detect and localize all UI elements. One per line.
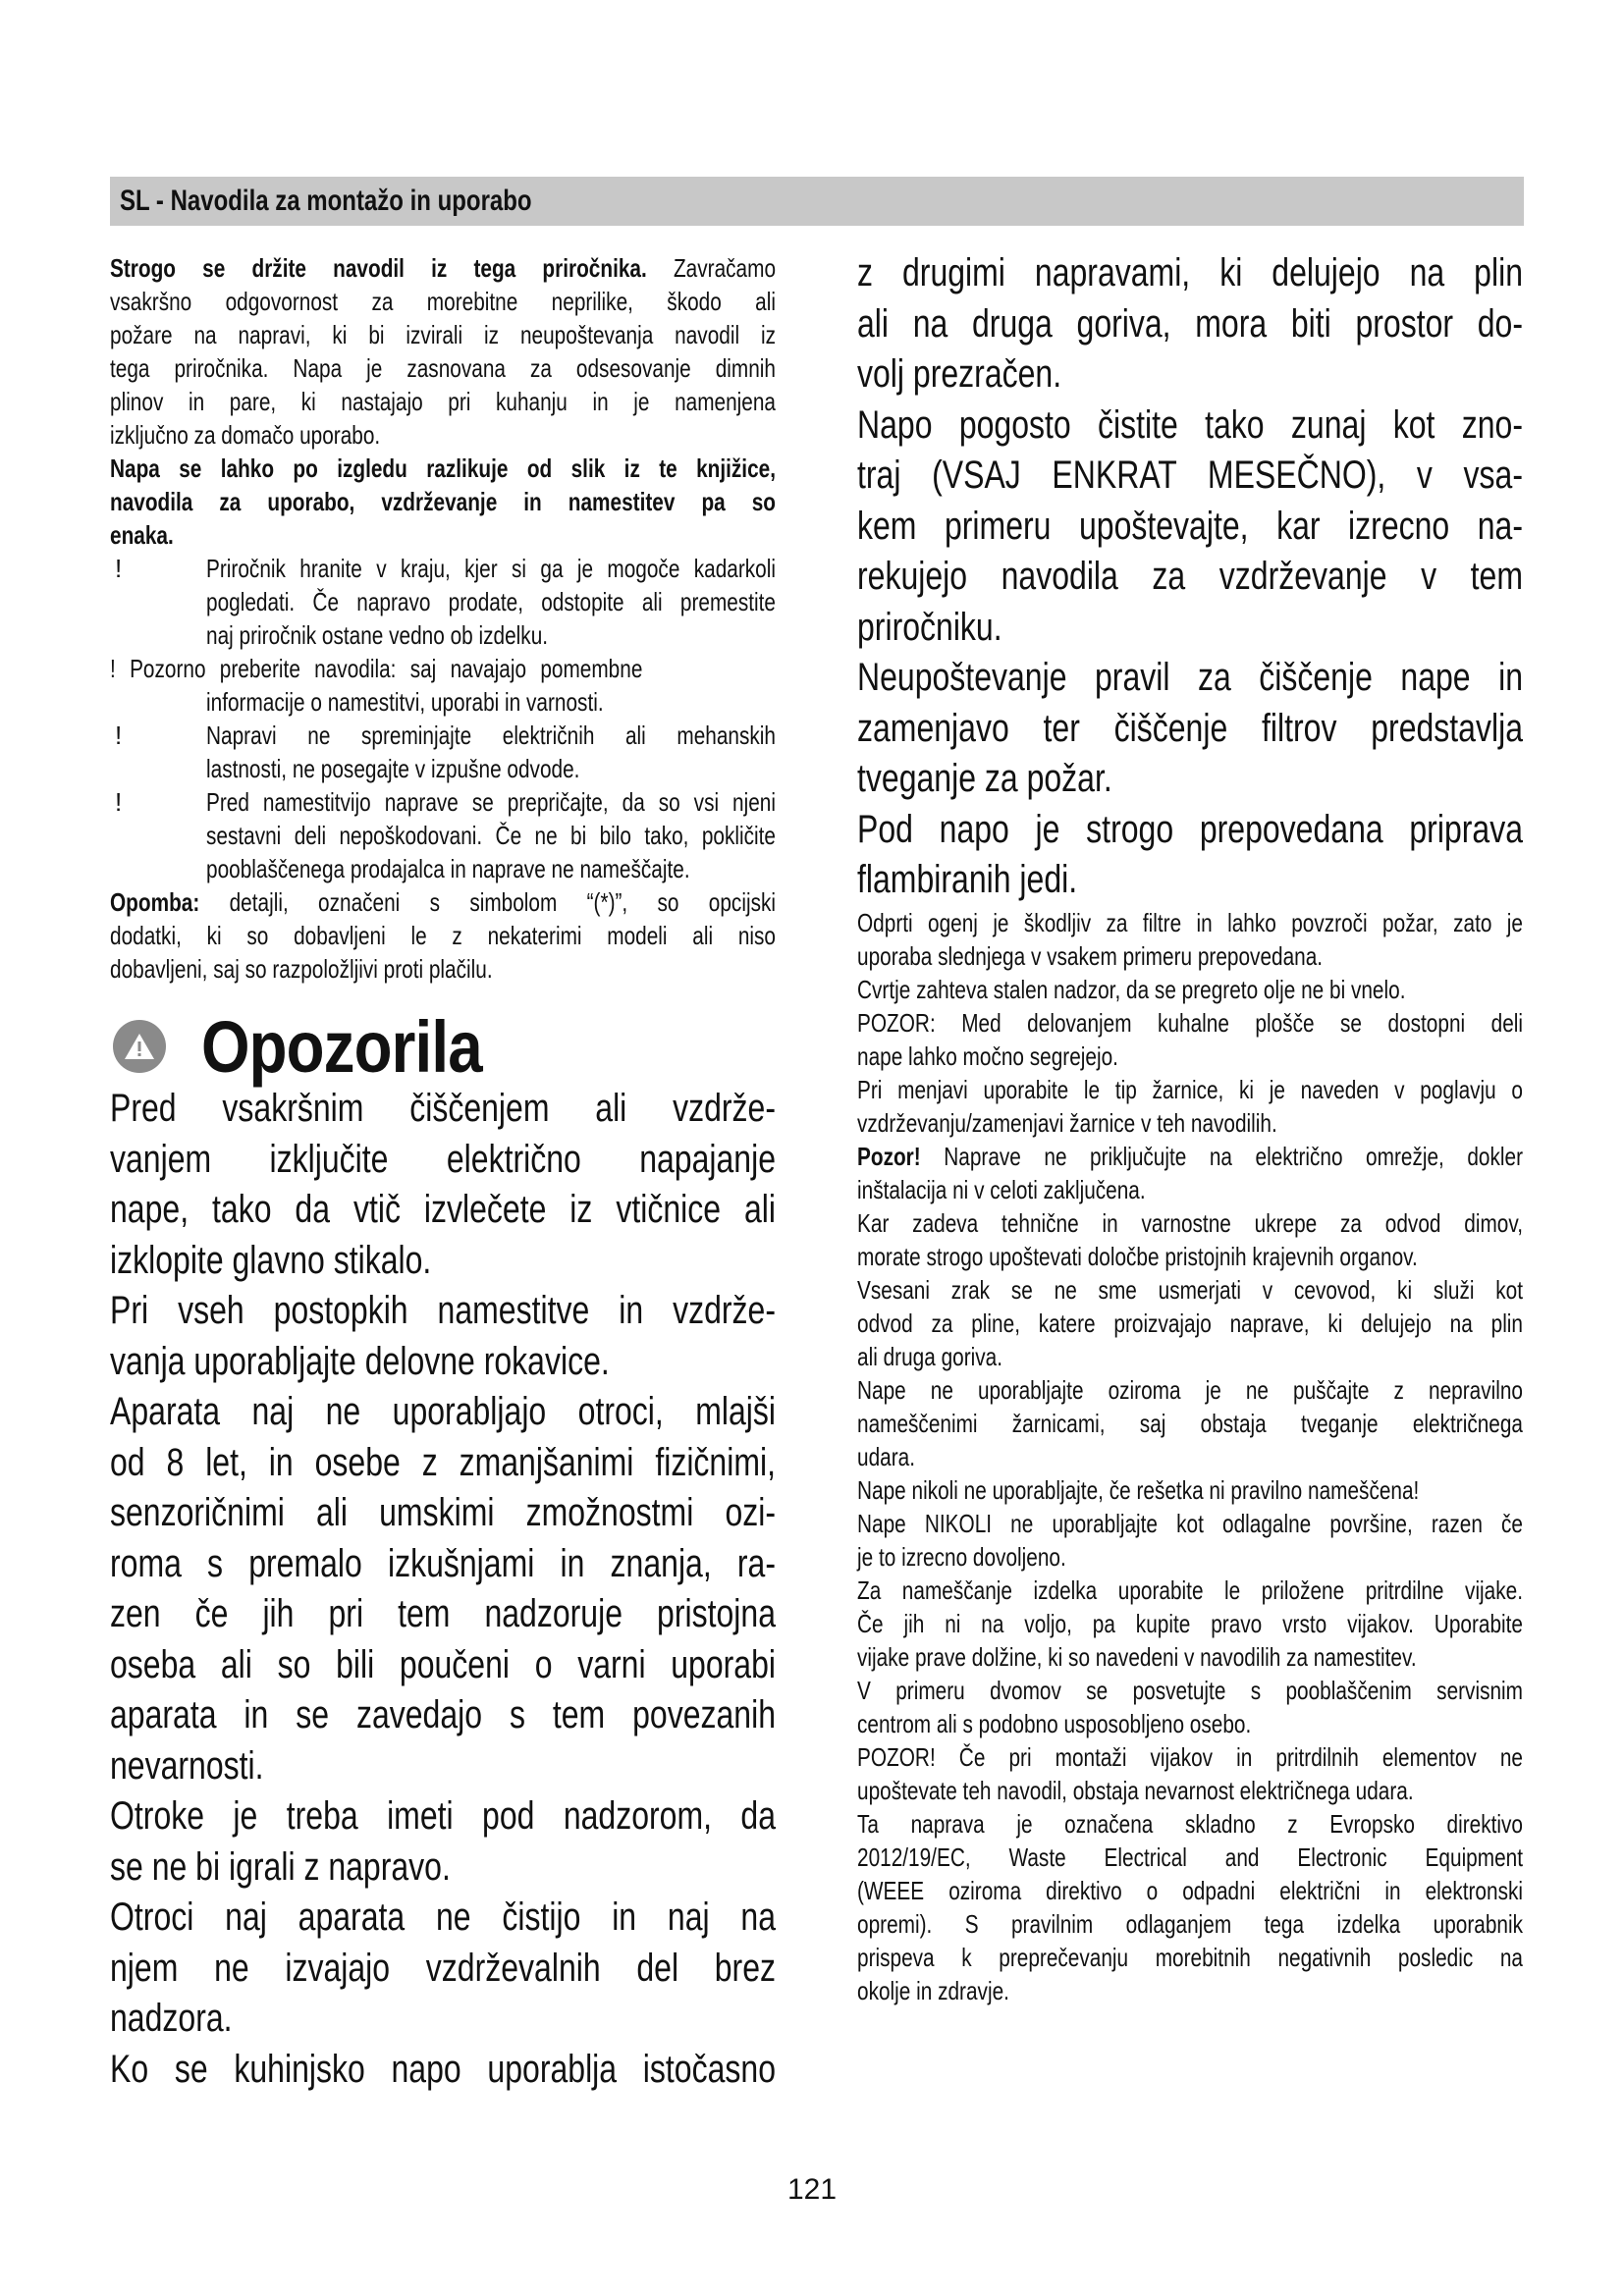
bullet-item xyxy=(110,785,776,885)
text-line xyxy=(110,1842,776,1894)
line-text: oseba ali so bili poučeni o varni uporabi xyxy=(110,1642,776,1686)
left-intro-text xyxy=(110,251,776,986)
line-text: pogledati. Če napravo prodate, odstopite ali premestite xyxy=(206,587,776,616)
bullet-item xyxy=(110,719,776,785)
section-header-bar xyxy=(110,177,1524,226)
paragraph xyxy=(110,1286,776,1387)
line-text: požare na napravi, ki bi izvirali iz neupoštevanja navodil iz xyxy=(110,320,776,349)
text-line xyxy=(857,502,1523,553)
line-text: Aparata naj ne uporabljajo otroci, mlajši xyxy=(110,1390,776,1433)
text-line xyxy=(857,754,1523,805)
text-line xyxy=(110,885,776,919)
line-text: zamenjavo ter čiščenje filtrov predstavlja xyxy=(857,706,1523,750)
text-line xyxy=(857,1173,1523,1206)
line-text: Priročnik hranite v kraju, kjer si ga je mogoče kadarkoli xyxy=(206,554,776,583)
line-text: udara. xyxy=(857,1442,915,1471)
line-text: traj (VSAJ ENKRAT MESEČNO), v vsa- xyxy=(857,454,1523,497)
line-text: vanjem izključite električno napajanje xyxy=(110,1137,776,1181)
paragraph xyxy=(857,1273,1523,1373)
text-line xyxy=(110,485,776,518)
line-text: nameščenimi žarnicami, saj obstaja tveganje električnega xyxy=(857,1409,1523,1438)
text-line xyxy=(110,1640,776,1691)
bullet-marker: ! xyxy=(110,654,116,683)
text-line xyxy=(206,685,872,719)
text-line xyxy=(110,2045,776,2096)
line-text: vijake prave dolžine, ki so navedeni v navodilih za namestitev. xyxy=(857,1642,1417,1672)
bold-lead: Strogo se držite navodil iz tega priročnika. xyxy=(110,253,647,283)
text-line xyxy=(110,1994,776,2045)
paragraph xyxy=(857,973,1523,1006)
paragraph xyxy=(110,1893,776,2045)
line-text: detajli, označeni s simbolom “(*)”, so opcijski xyxy=(229,887,777,917)
text-line xyxy=(110,318,776,351)
paragraph xyxy=(857,1807,1523,2007)
text-line xyxy=(857,451,1523,502)
line-text: enaka. xyxy=(110,520,174,550)
text-line xyxy=(857,1273,1523,1307)
text-line xyxy=(857,248,1523,299)
line-text: tega priročnika. Napa je zasnovana za odsesovanje dimnih xyxy=(110,353,776,383)
paragraph xyxy=(857,1740,1523,1807)
text-line xyxy=(857,299,1523,350)
line-text: Pred vsakršnim čiščenjem ali vzdrže- xyxy=(110,1087,776,1130)
text-line xyxy=(110,1539,776,1590)
text-line xyxy=(857,400,1523,452)
text-line xyxy=(857,704,1523,755)
paragraph xyxy=(857,1574,1523,1674)
line-text: Odprti ogenj je škodljiv za filtre in lahko povzroči požar, zato je xyxy=(857,908,1523,937)
paragraph xyxy=(110,2045,776,2096)
paragraph xyxy=(110,1387,776,1791)
line-text: Neupoštevanje pravil za čiščenje nape in xyxy=(857,656,1523,699)
bullet-marker: ! xyxy=(115,721,123,750)
line-text: upoštevate teh navodil, obstaja nevarnost električnega udara. xyxy=(857,1776,1414,1805)
text-line xyxy=(110,1690,776,1741)
text-line xyxy=(857,1240,1523,1273)
line-text: kem primeru upoštevajte, kar izrecno na- xyxy=(857,504,1523,548)
line-text: (WEEE oziroma direktivo o odpadni električni in elektronski xyxy=(857,1876,1523,1905)
line-text: ali druga goriva. xyxy=(857,1342,1002,1371)
text-line xyxy=(857,1373,1523,1407)
text-line xyxy=(857,1473,1523,1507)
text-line xyxy=(857,1540,1523,1574)
line-text: flambiranih jedi. xyxy=(857,858,1078,901)
text-line xyxy=(857,1106,1523,1140)
line-text: od 8 let, in osebe z zmanjšanimi fizičnimi, xyxy=(110,1440,776,1484)
line-text: Vsesani zrak se ne sme usmerjati v cevovod, ki služi kot xyxy=(857,1275,1523,1305)
line-text: inštalacija ni v celoti zaključena. xyxy=(857,1175,1146,1204)
text-line xyxy=(857,1841,1523,1874)
line-text: senzoričnimi ali umskimi zmožnostmi ozi- xyxy=(110,1491,776,1534)
right-warnings-text xyxy=(857,248,1523,906)
paragraph xyxy=(857,1373,1523,1473)
line-text: z drugimi napravami, ki delujejo na plin xyxy=(857,251,1523,294)
text-line xyxy=(857,1640,1523,1674)
line-text: Nape ne uporabljajte oziroma je ne puščajte z nepravilno xyxy=(857,1375,1523,1405)
line-text: priročniku. xyxy=(857,605,1002,649)
text-line xyxy=(110,952,776,986)
paragraph xyxy=(110,1084,776,1286)
paragraph xyxy=(857,1140,1523,1206)
text-line xyxy=(110,652,642,685)
line-text: Nape nikoli ne uporabljajte, če rešetka ni pravilno nameščena! xyxy=(857,1475,1420,1505)
text-line xyxy=(110,1236,776,1287)
warnings-heading xyxy=(113,1005,527,1088)
text-line xyxy=(206,552,776,585)
left-warnings-text xyxy=(110,1084,776,2095)
text-line xyxy=(857,1874,1523,1907)
text-line xyxy=(857,1440,1523,1473)
line-text: prispeva k preprečevanju morebitnih negativnih posledic na xyxy=(857,1943,1523,1972)
line-text: centrom ali s podobno usposobljeno osebo. xyxy=(857,1709,1252,1738)
line-text: rekujejo navodila za vzdrževanje v tem xyxy=(857,555,1523,598)
text-line xyxy=(857,1507,1523,1540)
line-text: informacije o namestitvi, uporabi in varnosti. xyxy=(206,687,604,717)
text-line xyxy=(857,906,1523,939)
paragraph xyxy=(857,805,1523,906)
line-text: volj prezračen. xyxy=(857,352,1062,396)
text-line xyxy=(857,973,1523,1006)
text-line xyxy=(110,1944,776,1995)
line-text: izklopite glavno stikalo. xyxy=(110,1238,432,1282)
line-text: Otroci naj aparata ne čistijo in naj na xyxy=(110,1896,776,1939)
text-line xyxy=(857,1006,1523,1040)
text-line xyxy=(110,1185,776,1236)
paragraph xyxy=(857,906,1523,973)
line-text: dobavljeni, saj so razpoložljivi proti plačilu. xyxy=(110,954,493,984)
text-line xyxy=(110,1337,776,1388)
line-text: njem ne izvajajo vzdrževalnih del brez xyxy=(110,1946,776,1990)
line-text: Za nameščanje izdelka uporabite le priložene pritrdilne vijake. xyxy=(857,1575,1523,1605)
text-line xyxy=(206,719,776,752)
line-text: pooblaščenega prodajalca in naprave ne nameščajte. xyxy=(206,854,690,883)
text-line xyxy=(110,1438,776,1489)
line-text: Cvrtje zahteva stalen nadzor, da se pregreto olje ne bi vnelo. xyxy=(857,975,1406,1004)
bullet-marker: ! xyxy=(115,554,123,583)
line-text: 2012/19/EC, Waste Electrical and Electronic Equipment xyxy=(857,1842,1523,1872)
text-line xyxy=(110,452,776,485)
paragraph xyxy=(857,1674,1523,1740)
text-line xyxy=(110,1893,776,1944)
text-line xyxy=(110,418,776,452)
line-text: nevarnosti. xyxy=(110,1743,264,1788)
page-number: 121 xyxy=(786,2173,838,2206)
line-text: V primeru dvomov se posvetujte s pooblaščenim servisnim xyxy=(857,1676,1523,1705)
text-line xyxy=(857,1574,1523,1607)
line-text: Pozorno preberite navodila: saj navajajo pomembne xyxy=(130,654,643,683)
line-text: zen če jih pri tem nadzoruje pristojna xyxy=(110,1592,776,1635)
text-line xyxy=(857,1307,1523,1340)
line-text: Kar zadeva tehnične in varnostne ukrepe za odvod dimov, xyxy=(857,1208,1523,1238)
line-text: navodila za uporabo, vzdrževanje in namestitev pa so xyxy=(110,487,776,516)
line-text: plinov in pare, ki nastajajo pri kuhanju in je namenjena xyxy=(110,387,776,416)
line-text: tveganje za požar. xyxy=(857,757,1112,800)
text-line xyxy=(110,919,776,952)
text-line xyxy=(110,251,776,285)
text-line xyxy=(110,385,776,418)
line-text: Naprave ne priključujte na električno omrežje, dokler xyxy=(944,1142,1523,1171)
text-line xyxy=(857,805,1523,856)
text-line xyxy=(857,1907,1523,1941)
paragraph xyxy=(857,1006,1523,1073)
text-line xyxy=(857,1941,1523,1974)
right-safety-text xyxy=(857,906,1523,2007)
text-line xyxy=(206,618,776,652)
paragraph xyxy=(110,251,776,452)
line-text: opremi). S pravilnim odlaganjem tega izdelka uporabnik xyxy=(857,1909,1523,1939)
text-line xyxy=(206,785,776,819)
line-text: Pod napo je strogo prepovedana priprava xyxy=(857,807,1523,851)
line-text: sestavni deli nepoškodovani. Če ne bi bilo tako, pokličite xyxy=(206,821,776,850)
line-text: dodatki, ki so dobavljeni le z nekaterimi modeli ali niso xyxy=(110,921,776,950)
text-line xyxy=(857,855,1523,906)
text-line xyxy=(857,653,1523,704)
line-text: Zavračamo xyxy=(673,253,777,283)
text-line xyxy=(206,585,776,618)
line-text: Napa se lahko po izgledu razlikuje od slik iz te knjižice, xyxy=(110,454,776,483)
line-text: vzdrževanju/zamenjavi žarnice v teh navodilih. xyxy=(857,1108,1277,1138)
line-text: je to izrecno dovoljeno. xyxy=(857,1542,1066,1572)
line-text: morate strogo upoštevati določbe pristojnih krajevnih organov. xyxy=(857,1242,1418,1271)
line-text: odvod za pline, katere proizvajajo naprave, ki delujejo na plin xyxy=(857,1308,1523,1338)
line-text: POZOR! Če pri montaži vijakov in pritrdilnih elementov ne xyxy=(857,1742,1523,1772)
text-line xyxy=(110,1791,776,1842)
text-line xyxy=(857,1774,1523,1807)
text-line xyxy=(857,1206,1523,1240)
line-text: vanja uporabljajte delovne rokavice. xyxy=(110,1339,610,1383)
text-line xyxy=(110,1387,776,1438)
text-line xyxy=(857,552,1523,603)
text-line xyxy=(857,939,1523,973)
text-line xyxy=(206,752,776,785)
line-text: Pri menjavi uporabite le tip žarnice, ki je naveden v poglavju o xyxy=(857,1075,1523,1104)
line-text: izključno za domačo uporabo. xyxy=(110,420,381,450)
paragraph xyxy=(857,1206,1523,1273)
warning-triangle-icon xyxy=(113,1020,166,1073)
text-line xyxy=(110,1589,776,1640)
bold-lead: Opomba: xyxy=(110,887,200,917)
line-text: lastnosti, ne posegajte v izpušne odvode. xyxy=(206,754,580,783)
text-line xyxy=(110,1286,776,1337)
text-line xyxy=(206,819,776,852)
text-line xyxy=(110,1084,776,1135)
text-line xyxy=(857,1073,1523,1106)
text-line xyxy=(857,1674,1523,1707)
line-text: roma s premalo izkušnjami in znanja, ra- xyxy=(110,1541,776,1585)
text-line xyxy=(110,518,776,552)
line-text: vsakršno odgovornost za morebitne neprilike, škodo ali xyxy=(110,287,776,316)
text-line xyxy=(857,1407,1523,1440)
line-text: Če jih ni na voljo, pa kupite pravo vrsto vijakov. Uporabite xyxy=(857,1609,1523,1638)
line-text: Ta naprava je označena skladno z Evropsko direktivo xyxy=(857,1809,1523,1839)
text-line xyxy=(857,349,1523,400)
line-text: Napravi ne spreminjajte električnih ali mehanskih xyxy=(206,721,776,750)
paragraph xyxy=(857,1473,1523,1507)
paragraph xyxy=(857,1073,1523,1140)
paragraph xyxy=(110,1791,776,1893)
text-line xyxy=(110,1741,776,1792)
bullet-marker: ! xyxy=(115,787,123,817)
text-line xyxy=(110,351,776,385)
paragraph xyxy=(857,653,1523,805)
text-line xyxy=(857,1807,1523,1841)
text-line xyxy=(857,1140,1523,1173)
line-text: aparata in se zavedajo s tem povezanih xyxy=(110,1693,776,1736)
line-text: ali na druga goriva, mora biti prostor do- xyxy=(857,301,1523,346)
bullet-item xyxy=(110,652,776,719)
line-text: se ne bi igrali z napravo. xyxy=(110,1844,451,1889)
line-text: Ko se kuhinjsko napo uporablja istočasno xyxy=(110,2047,776,2091)
line-text: Otroke je treba imeti pod nadzorom, da xyxy=(110,1794,776,1838)
line-text: nadzora. xyxy=(110,1997,233,2040)
text-line xyxy=(206,852,776,885)
line-text: okolje in zdravje. xyxy=(857,1976,1009,2005)
paragraph xyxy=(110,885,776,986)
section-title: SL - Navodila za montažo in uporabo xyxy=(120,185,532,217)
bullet-item xyxy=(110,552,776,652)
text-line xyxy=(857,1707,1523,1740)
text-line xyxy=(857,1340,1523,1373)
line-text: Pred namestitvijo naprave se prepričajte, da so vsi njeni xyxy=(206,787,776,817)
text-line xyxy=(857,1040,1523,1073)
paragraph xyxy=(857,400,1523,654)
warnings-title: Opozorila xyxy=(201,1005,482,1088)
text-line xyxy=(857,603,1523,654)
line-text: nape, tako da vtič izvlečete iz vtičnice ali xyxy=(110,1188,776,1231)
line-text: nape lahko močno segrejejo. xyxy=(857,1041,1118,1071)
line-text: Napo pogosto čistite tako zunaj kot zno- xyxy=(857,402,1523,447)
text-line xyxy=(857,1607,1523,1640)
paragraph xyxy=(857,1507,1523,1574)
paragraph xyxy=(110,452,776,552)
text-line xyxy=(110,1488,776,1539)
paragraph xyxy=(857,248,1523,400)
line-text: uporaba slednjega v vsakem primeru prepovedana. xyxy=(857,941,1324,971)
line-text: Nape NIKOLI ne uporabljajte kot odlagalne površine, razen če xyxy=(857,1509,1523,1538)
text-line xyxy=(110,285,776,318)
text-line xyxy=(857,1974,1523,2007)
bold-lead: Pozor! xyxy=(857,1142,921,1171)
text-line xyxy=(110,1135,776,1186)
line-text: Pri vseh postopkih namestitve in vzdrže- xyxy=(110,1289,776,1332)
text-line xyxy=(857,1740,1523,1774)
line-text: POZOR: Med delovanjem kuhalne plošče se dostopni deli xyxy=(857,1008,1523,1038)
line-text: naj priročnik ostane vedno ob izdelku. xyxy=(206,620,549,650)
